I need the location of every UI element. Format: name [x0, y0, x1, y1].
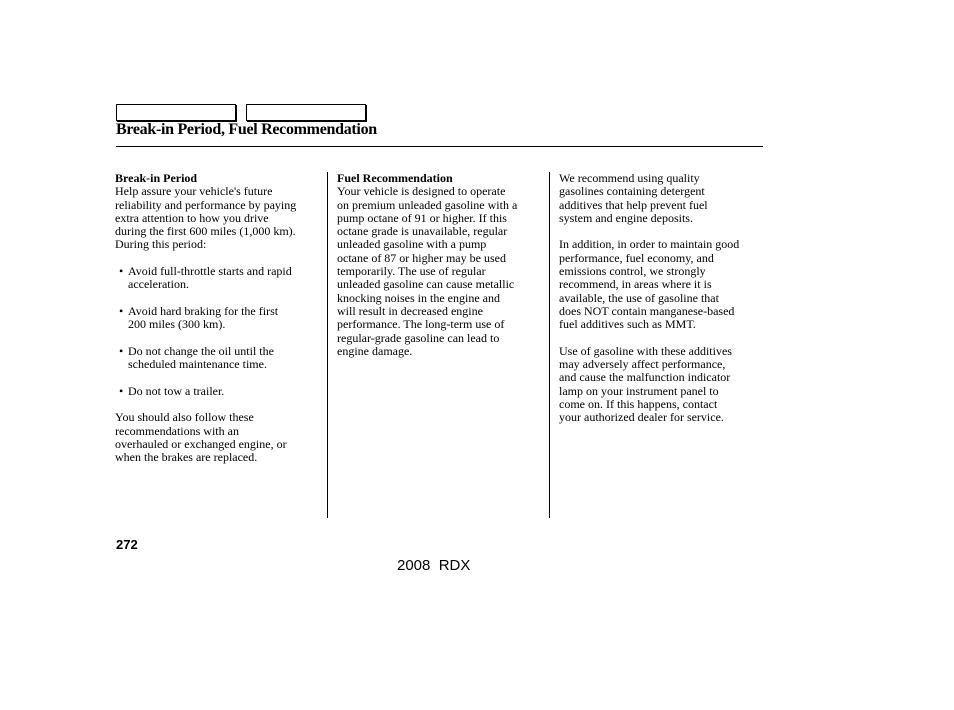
bullet-text: Avoid hard braking for the first 200 miles (300 km). [128, 303, 279, 332]
additives-column [559, 172, 763, 425]
break-in-heading: Break-in Period [115, 171, 198, 185]
bullet-item [115, 385, 323, 398]
break-in-column [115, 172, 323, 465]
page-number: 272 [116, 537, 138, 552]
bullet-text: Avoid full-throttle starts and rapid acceleration. [128, 264, 292, 292]
bullet-item [115, 265, 323, 292]
bullet-icon: • [119, 383, 124, 398]
break-in-outro: You should also follow these recommendations with an overhauled or exchanged engine, or when the brakes are replaced. [115, 410, 287, 465]
additives-paragraph-2: In addition, in order to maintain good performance, fuel economy, and emissions control, we strongly recommend, in areas where it is available, the use of gasoline that does NOT contain manganese-based fuel additives such as MMT. [559, 237, 740, 332]
bullet-icon: • [119, 303, 124, 318]
title-divider [116, 146, 763, 147]
bullet-icon: • [119, 343, 124, 358]
bullet-item [115, 305, 323, 332]
fuel-body: Your vehicle is designed to operate on premium unleaded gasoline with a pump octane of 91 or higher. If this octane grade is unavailable, regular unleaded gasoline with a pump octane of 87 or higher may be used temporarily. The use of regular unleaded gasoline can cause metallic knocking noises in the engine and will result in decreased engine performance. The long-term use of regular-grade gasoline can lead to engine damage. [337, 184, 518, 358]
additives-paragraph-3: Use of gasoline with these additives may adversely affect performance, and cause the malfunction indicator lamp on your instrument panel to come on. If this happens, contact your authorized dealer for service. [559, 343, 732, 425]
bullet-text: Do not change the oil until the scheduled maintenance time. [128, 343, 274, 372]
bullet-item [115, 345, 323, 372]
column-divider-2 [549, 172, 550, 518]
page-title: Break-in Period, Fuel Recommendation [116, 121, 377, 138]
break-in-bullet-list [115, 265, 323, 398]
additives-paragraph-1: We recommend using quality gasolines containing detergent additives that help prevent fuel system and engine deposits. [559, 171, 708, 225]
fuel-column [337, 172, 544, 358]
bullet-text: Do not tow a trailer. [128, 383, 225, 398]
footer-model-name: 2008 RDX [397, 557, 471, 574]
nav-tab-next-section[interactable] [246, 104, 366, 121]
bullet-icon: • [119, 264, 124, 279]
column-divider-1 [327, 172, 328, 518]
break-in-intro: Help assure your vehicle's future reliability and performance by paying extra attention to how you drive during the first 600 miles (1,000 km). During this period: [115, 184, 297, 252]
fuel-heading: Fuel Recommendation [337, 171, 453, 185]
nav-tab-previous-section[interactable] [116, 104, 236, 121]
